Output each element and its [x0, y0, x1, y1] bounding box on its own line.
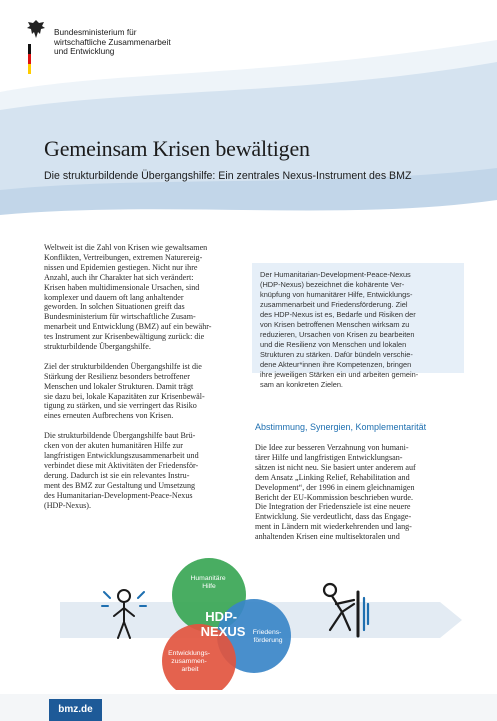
- text-line: tärer Hilfe und langfristigen Entwicklungsan-: [255, 452, 403, 462]
- text-line: sie dazu bei, lokale Kapazitäten zur Krisenbewäl-: [44, 391, 205, 401]
- text-line: zusammenarbeit und Friedensförderung. Ziel: [260, 300, 408, 309]
- text-line: Bundesministerium für wirtschaftliche Zusam-: [44, 312, 196, 322]
- text-line: ment in Ländern mit wiederkehrenden und lang-: [255, 522, 412, 532]
- label-line: Entwicklungs-: [168, 650, 211, 657]
- text-line: dem Ansatz „Linking Relief, Rehabilitation and: [255, 472, 410, 482]
- text-line: langfristigen Entwicklungszusammenarbeit und: [44, 451, 199, 460]
- text-line: nissen und Epidemien gestiegen. Nicht nur ihre: [44, 262, 198, 272]
- text-line: Weltweit ist die Zahl von Krisen wie gewaltsamen: [44, 243, 208, 252]
- text-line: Bericht der EU-Kommission beschrieben wurde.: [255, 492, 414, 502]
- text-line: (HDP-Nexus).: [44, 500, 91, 510]
- label-line: arbeit: [181, 666, 199, 673]
- text-line: Ziel der strukturbildenden Übergangshilfe ist die: [44, 361, 202, 371]
- text-line: Die Idee zur besseren Verzahnung von humani-: [255, 443, 409, 452]
- text-line: sam an konkreten Zielen.: [260, 380, 343, 389]
- text-line: verbindet diese mit Aktivitäten der Friedensför-: [44, 460, 199, 470]
- text-line: dene Akteur*innen ihre Kompetenzen, bringen: [260, 360, 412, 369]
- ministry-logo[interactable]: [14, 10, 171, 58]
- federal-eagle-icon: [24, 18, 48, 40]
- text-line: strukturbildende Übergangshilfe.: [44, 342, 151, 352]
- paragraph: [44, 243, 242, 352]
- section-heading: Abstimmung, Synergien, Komplementarität: [255, 422, 427, 432]
- page-title: Gemeinsam Krisen bewältigen: [44, 136, 310, 161]
- text-line: des Humanitarian-Development-Peace-Nexus: [44, 490, 193, 500]
- label-line: Hilfe: [202, 583, 216, 590]
- right-column: [255, 443, 465, 552]
- text-line: komplexer und dauern oft lang anhaltender: [44, 292, 184, 302]
- text-line: geworden. In solchen Situationen greift das: [44, 302, 185, 312]
- text-line: Strukturen zu stärken. Dafür bündeln verschie-: [260, 350, 413, 359]
- ministry-line: Bundesministerium für: [54, 27, 137, 37]
- german-flag-icon: [28, 44, 31, 74]
- text-line: cken von der akuten humanitären Hilfe zur: [44, 441, 183, 451]
- nexus-diagram: [0, 550, 497, 690]
- text-line: Die Integration der Friedensziele ist eine neuere: [255, 502, 411, 512]
- text-line: Krisen haben multidimensionale Ursachen, sind: [44, 282, 200, 292]
- text-line: Development“, der 1996 in einem gleichnamigen: [255, 482, 415, 492]
- paragraph: [255, 443, 465, 542]
- text-line: von Krisen betroffenen Menschen wirksam zu: [260, 320, 410, 329]
- text-line: anhaltenden Krisen eine multisektoralen und: [255, 532, 400, 542]
- venn-center-label: [201, 609, 246, 639]
- venn-label-peace: [253, 629, 284, 644]
- text-line: tes Instrument zur Krisenbewältigung zurück: die: [44, 332, 205, 342]
- text-line: derung. Dadurch ist sie ein relevantes Instru-: [44, 470, 190, 480]
- text-line: und die Resilienz von Menschen und lokalen: [260, 340, 407, 349]
- text-line: tigung zu stärken, und sie verringert das Risiko: [44, 401, 197, 411]
- text-line: Menschen und lokaler Strukturen. Damit trägt: [44, 381, 194, 391]
- hdp-nexus-infobox: [252, 263, 464, 389]
- ministry-line: und Entwicklung: [54, 46, 115, 57]
- text-line: des HDP-Nexus ist es, Bedarfe und Risiken der: [260, 310, 416, 319]
- ministry-name: [54, 28, 171, 57]
- text-line: reduzieren, Ursachen von Krisen zu bearbeiten: [260, 330, 415, 339]
- infobox-text: [260, 270, 418, 390]
- text-line: sätzen ist nicht neu. Sie basiert unter anderem auf: [255, 462, 416, 472]
- paragraph: [44, 431, 242, 510]
- label-line: zusammen-: [171, 658, 207, 665]
- label-line: Friedens-: [252, 629, 282, 636]
- text-line: Entwicklung. Sie verdeutlicht, dass das Engage-: [255, 512, 412, 522]
- center-line: HDP-: [205, 609, 238, 624]
- text-line: ment des BMZ zur Gestaltung und Umsetzung: [44, 480, 196, 490]
- text-line: Anzahl, auch ihr Charakter hat sich verändert:: [44, 272, 194, 282]
- bmz-website-link[interactable]: bmz.de: [49, 699, 102, 721]
- text-line: Die strukturbildende Übergangshilfe baut Brü-: [44, 431, 196, 441]
- text-line: knüpfung von humanitärer Hilfe, Entwicklungs-: [260, 290, 413, 299]
- text-line: eines erneuten Aufbrechens von Krisen.: [44, 411, 174, 421]
- center-line: NEXUS: [200, 624, 246, 639]
- text-line: menarbeit und Entwicklung (BMZ) auf ein bewähr-: [44, 322, 212, 332]
- text-line: (HDP-Nexus) bezeichnet die kohärente Ver-: [260, 280, 405, 289]
- label-line: förderung: [253, 637, 283, 644]
- text-line: Konflikten, Vertreibungen, extremen Naturereig-: [44, 252, 203, 262]
- label-line: Humanitäre: [190, 575, 226, 582]
- text-line: Stärkung der Resilienz besonders betroffener: [44, 371, 190, 381]
- text-line: ihre jeweiligen Stärken ein und arbeiten gemein-: [260, 370, 419, 379]
- page-subtitle: Die strukturbildende Übergangshilfe: Ein zentrales Nexus-Instrument des BMZ: [44, 170, 412, 182]
- paragraph: [44, 362, 242, 421]
- ministry-line: wirtschaftliche Zusammenarbeit: [54, 36, 171, 47]
- left-column: [44, 243, 242, 520]
- text-line: Der Humanitarian-Development-Peace-Nexus: [260, 270, 411, 279]
